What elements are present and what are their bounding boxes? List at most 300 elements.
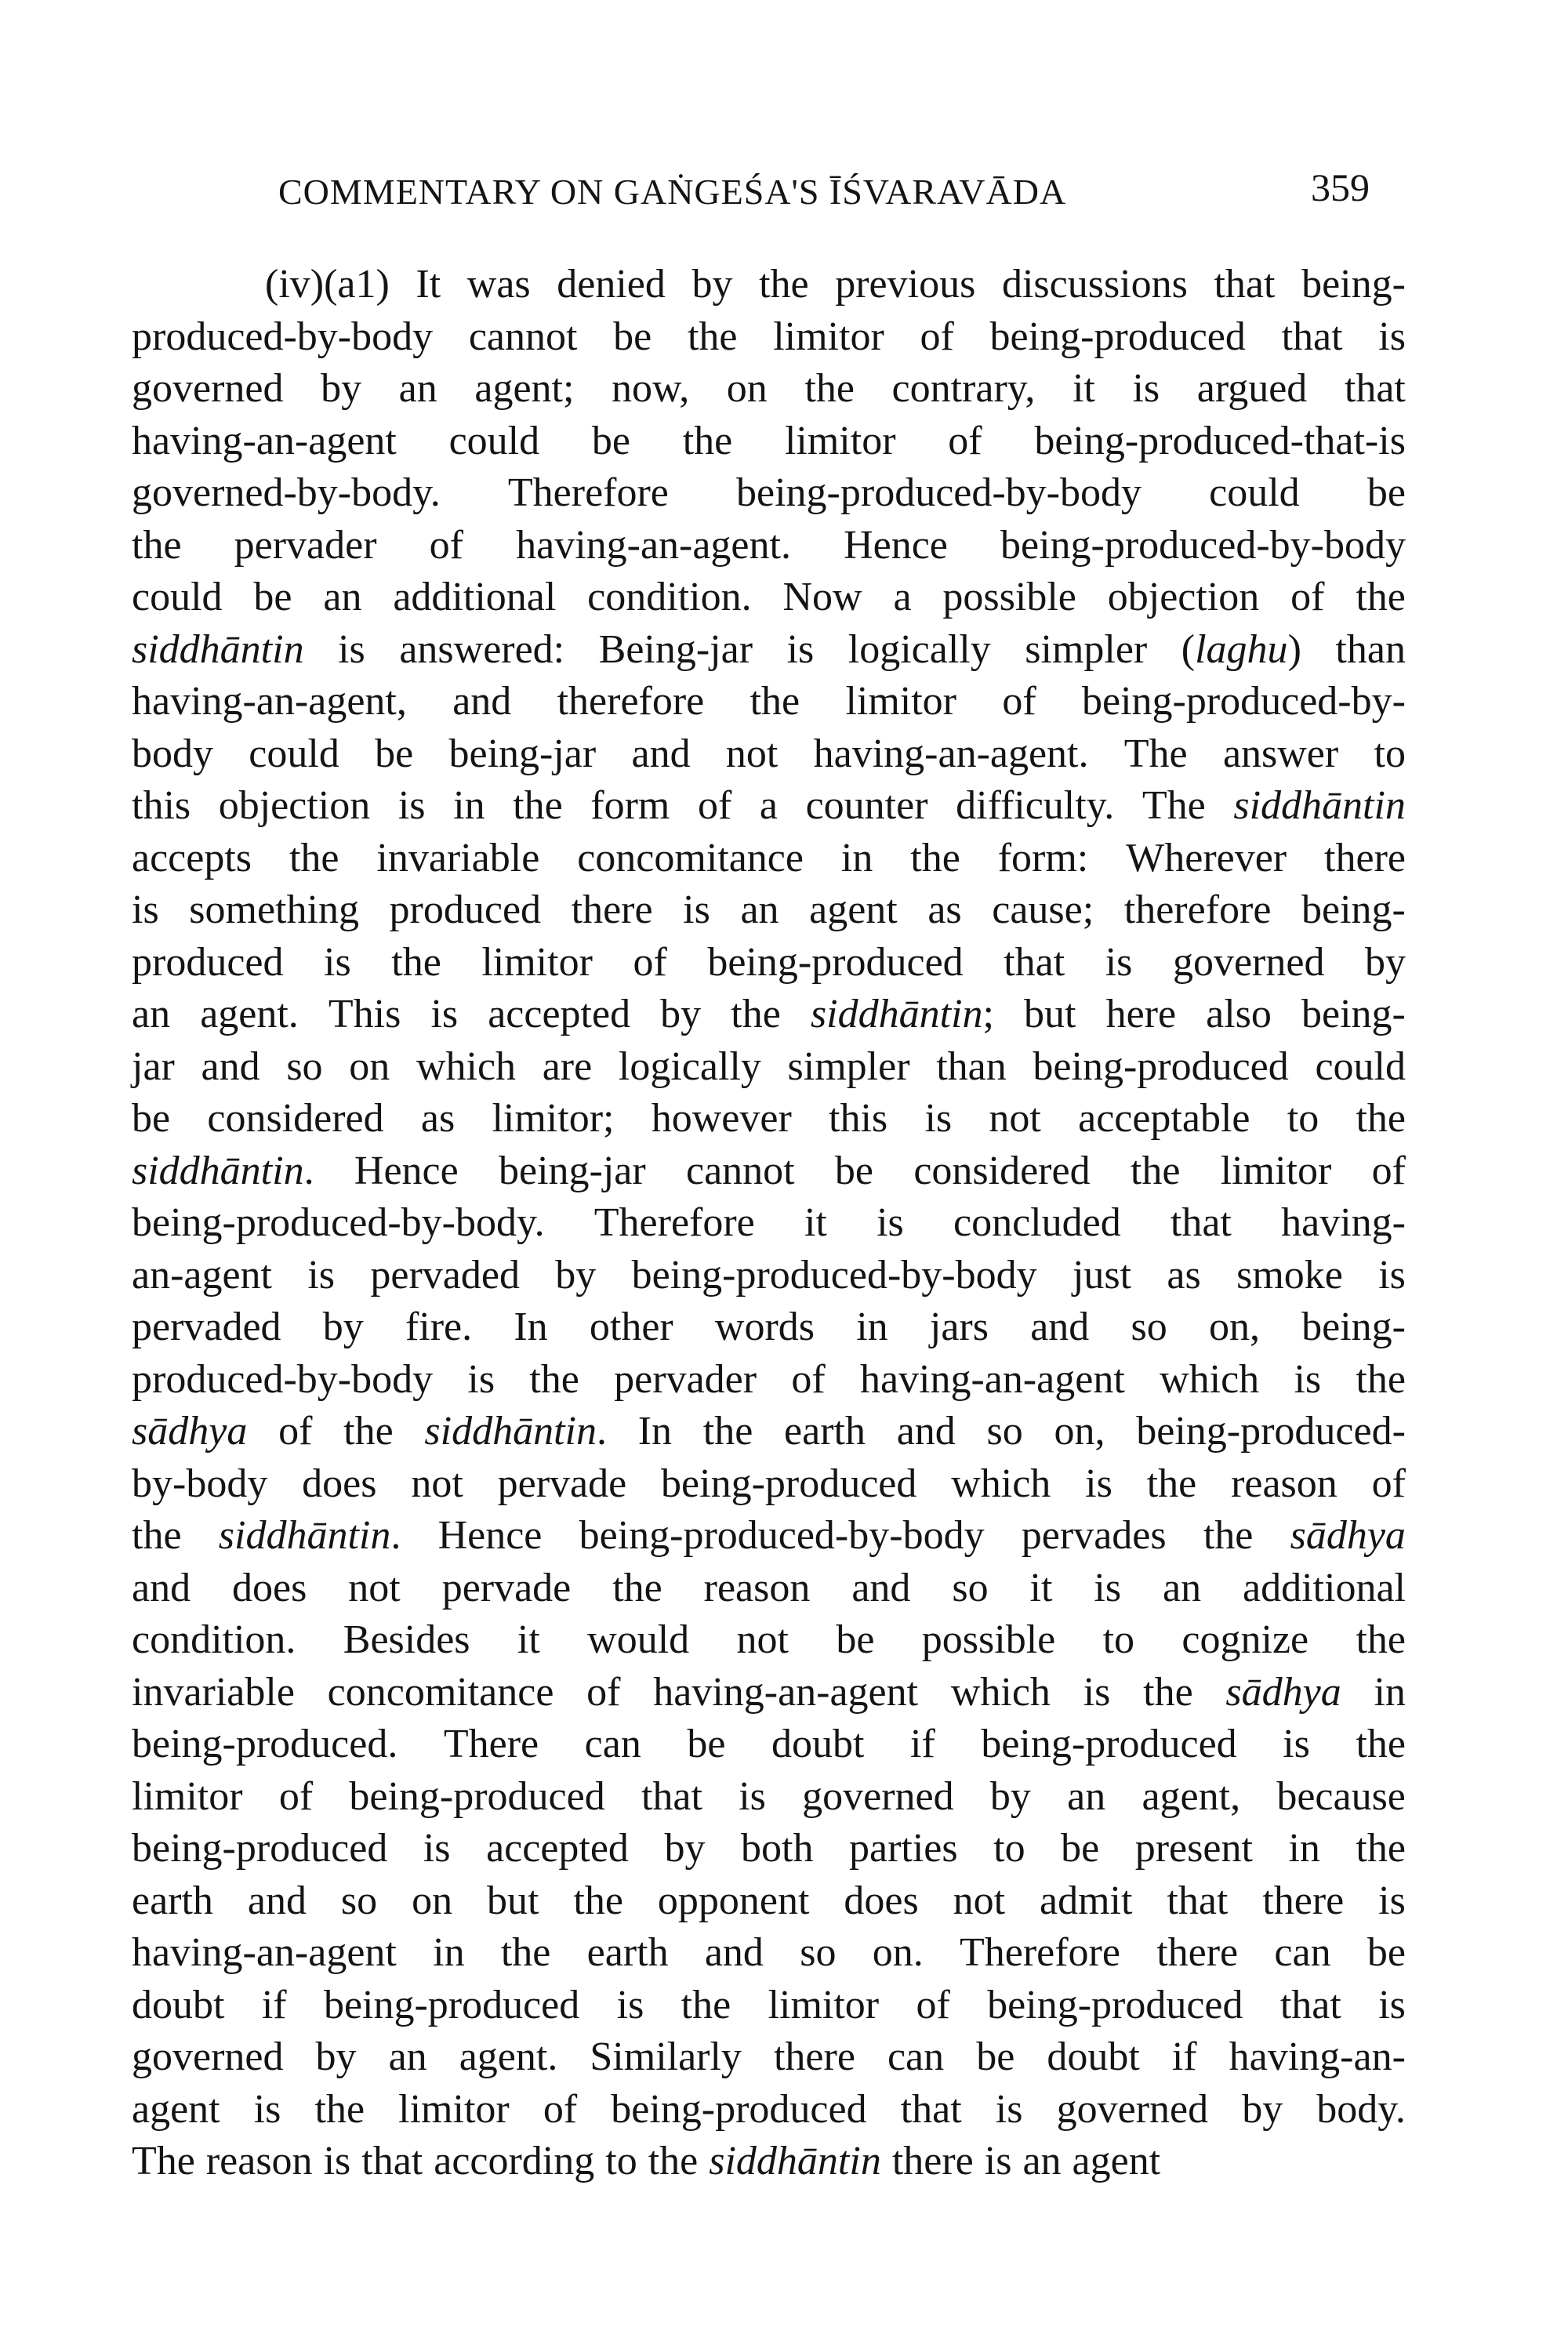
word [709,2136,881,2188]
text-line [132,1563,1406,1615]
text-run: pervader [234,522,377,568]
text-run: so [286,1044,323,1089]
italic-term: siddhāntin [132,1148,304,1193]
text-run: so [986,1409,1023,1454]
word [338,624,365,677]
text-run: being-jar [499,1148,646,1193]
word [948,416,982,468]
text-run: on [412,1878,453,1923]
word [132,1250,272,1302]
text-run: to [1102,1617,1135,1662]
text-run: and [631,731,691,776]
text-run: the [1356,1722,1406,1766]
word [391,937,441,989]
word [1335,624,1406,677]
text-run: agent [809,887,898,932]
word [412,1875,452,1928]
word [849,1823,958,1875]
text-run: be [1367,470,1406,515]
word [132,676,407,728]
text-run: that [641,1773,702,1819]
text-run: condition. [587,575,752,619]
text-run: in [433,1930,465,1975]
word [736,467,1142,520]
text-run: in [1374,1669,1406,1715]
word [459,2031,558,2084]
word [132,1875,213,1928]
word [1126,833,1287,885]
text-line [132,311,1406,364]
word [1181,1614,1308,1667]
word [132,2084,220,2136]
word [658,1875,810,1928]
text-run: form [590,783,670,828]
text-run: doubt [1047,2034,1140,2079]
word [348,1563,400,1615]
word [811,989,994,1041]
italic-term: laghu [1195,626,1288,672]
word [681,1980,731,2032]
text-run: therefore [557,679,705,724]
text-run: in [1288,1826,1320,1871]
text-run: denied [557,262,666,307]
word [1167,1875,1228,1928]
text-run: having-an- [1229,2034,1406,2079]
word [132,1510,182,1563]
word [316,2031,357,2084]
word [956,780,1114,833]
word [514,1301,547,1354]
text-run: pervade [497,1461,627,1506]
text-run: limitor [398,2086,510,2132]
word [804,1197,827,1250]
text-run: produced-by-body [132,1356,434,1402]
word [1356,1354,1406,1406]
word [132,1614,296,1667]
text-run: being-produced- [1136,1409,1406,1454]
word [434,2136,594,2188]
word [893,572,911,624]
text-run: being-produced-that-is [1034,418,1406,463]
text-run: pervaded [370,1252,520,1298]
text-run: condition. [132,1617,296,1662]
word [750,676,800,728]
text-line [132,884,1406,937]
text-run: the [910,835,960,880]
word [976,2031,1014,2084]
word [1172,2031,1197,2084]
text-run: not [411,1461,463,1506]
text-run: by [315,2034,357,2079]
word [788,1041,910,1094]
text-run: of [920,314,954,359]
text-run: also [1206,992,1272,1036]
word [1197,363,1308,416]
word [660,989,701,1041]
text-run: agent; [474,366,575,411]
text-run: having-an-agent [132,1930,397,1975]
text-run: the [1356,1617,1406,1662]
text-run: by [321,366,362,411]
text-run: doubt [132,1982,225,2027]
text-run: is [683,887,710,932]
word [661,1458,916,1511]
word [590,780,670,833]
word [1167,1250,1200,1302]
word [1374,1667,1405,1719]
word [1378,1250,1406,1302]
text-line [132,2031,1406,2084]
italic-term: sādhya [1290,1513,1406,1558]
word [633,937,666,989]
word [1233,780,1406,833]
text-run: on, [1054,1409,1105,1454]
text-line [132,676,1406,728]
word [1276,1771,1406,1824]
text-run: being- [1301,262,1406,307]
text-run: be [613,314,652,359]
text-run: cognize [1181,1617,1309,1662]
text-line [132,363,1406,416]
word [1242,2084,1283,2136]
word [200,989,299,1041]
word [1290,572,1324,624]
word [430,989,458,1041]
word [132,363,283,416]
text-run: and [132,1565,191,1610]
text-run: is [253,2086,281,2132]
body-paragraph [132,259,1406,2188]
text-run: having-an-agent, [132,679,407,724]
word [845,676,956,728]
text-run: smoke [1236,1252,1343,1298]
text-run: there [571,887,653,932]
text-line [132,728,1406,781]
word [132,1719,397,1771]
word [1356,1719,1406,1771]
text-run: the [1146,1461,1197,1506]
text-run: produced [389,887,542,932]
text-run: by [989,1773,1031,1819]
text-run: pervaded [132,1305,281,1349]
text-line [132,2136,1406,2188]
word [715,1301,815,1354]
word [927,884,961,937]
word [613,311,652,364]
word [920,311,954,364]
word [207,1093,383,1145]
word [467,259,531,311]
text-run: the [513,783,563,828]
word [707,937,963,989]
word [1030,1301,1089,1354]
text-line [132,1927,1406,1980]
text-run: could [1209,470,1300,515]
text-run: previous [835,262,976,307]
text-line [132,1667,1406,1719]
word [1000,520,1406,572]
text-run: therefore [1123,887,1272,932]
word [411,1458,463,1511]
word [219,1510,401,1563]
text-run: In [637,1409,673,1454]
word [1203,1510,1254,1563]
word [1372,1145,1406,1198]
word [132,1301,281,1354]
word [354,1145,459,1198]
text-run: that [1281,314,1343,359]
text-line [132,416,1406,468]
italic-term: siddhāntin [424,1409,597,1454]
text-run: is [1378,1982,1406,2027]
text-run: by [322,1305,364,1349]
word [664,1823,705,1875]
text-run: being-produced [349,1773,605,1819]
italic-term: siddhāntin [709,2139,881,2183]
word [390,884,541,937]
text-line [132,624,1406,677]
text-run: the [687,314,738,359]
word [1073,363,1095,416]
text-run: additional [1243,1565,1406,1610]
word [698,780,731,833]
text-run: logically [848,626,991,672]
text-run: being-produced [987,1982,1243,2027]
word [901,2084,962,2136]
word [416,259,441,311]
text-run: agent. [459,2034,558,2079]
text-run: pervades [1021,1513,1167,1558]
text-run: limitor [845,679,956,724]
word [592,416,630,468]
word [249,728,339,781]
text-line [132,937,1406,989]
word [586,1667,620,1719]
text-run: by [1365,939,1406,985]
word [1315,1041,1406,1094]
word [998,833,1089,885]
text-run: now, [612,366,690,411]
word [1082,676,1406,728]
word [508,467,669,520]
word [829,1093,887,1145]
text-run: being-produced-by-body. [132,1200,545,1245]
word [1301,884,1406,937]
text-run: a [759,783,778,828]
text-run: governed [132,366,284,411]
word [1225,1667,1341,1719]
word [897,1406,956,1458]
word [488,989,630,1041]
text-run: not [736,1617,789,1662]
word [1094,1563,1121,1615]
word [1378,1980,1406,2032]
text-run: there [1324,835,1406,880]
word [1143,1667,1193,1719]
text-run: agent, [1142,1773,1241,1819]
text-run: present [1134,1826,1253,1871]
text-run: an [388,2034,427,2079]
text-run: answered: [399,626,565,672]
text-line [132,467,1406,520]
text-line [132,1614,1406,1667]
text-run: having-an-agent [653,1669,919,1715]
word [687,1719,725,1771]
italic-term: siddhāntin [132,626,304,672]
text-run: which [951,1461,1051,1506]
text-run: the [343,1409,394,1454]
text-run: is [397,783,426,828]
word [759,259,809,311]
word [612,1563,662,1615]
text-run: an [323,575,362,619]
word [590,1301,673,1354]
text-run: parties [848,1826,958,1871]
word [517,1614,540,1667]
word [856,1301,887,1354]
word [1136,1406,1406,1458]
text-run: being- [1301,887,1406,932]
word [605,2136,637,2188]
text-run: in [840,835,873,880]
word [1142,1771,1240,1824]
text-run: of [1371,1461,1406,1506]
word [324,937,351,989]
word [1131,1301,1167,1354]
text-run: so [800,1930,837,1975]
text-run: so [952,1565,989,1610]
text-run: are [542,1044,593,1089]
word [1103,1614,1134,1667]
text-run: of [948,418,982,463]
text-run: is [423,1826,451,1871]
word [265,259,390,311]
word [1054,1406,1105,1458]
word [254,2084,281,2136]
text-run: not [953,1878,1006,1923]
text-run: could [448,418,540,463]
text-run: by-body [132,1461,268,1506]
text-line [132,1041,1406,1094]
word [416,1041,516,1094]
word [800,1927,836,1980]
word [1083,1667,1111,1719]
word [1209,1301,1260,1354]
word [1281,1197,1406,1250]
text-run: limitor [1220,1148,1332,1193]
word [804,363,855,416]
word [132,1458,267,1511]
word [1262,1875,1344,1928]
word [262,1980,287,2032]
word [572,884,653,937]
word [1378,1875,1406,1928]
text-run: governed [1172,939,1325,985]
text-run: the [132,522,182,568]
text-run: it [517,1617,540,1662]
word [1294,1354,1321,1406]
text-run: The [132,2139,195,2183]
word [132,1093,170,1145]
word [1002,676,1036,728]
word [922,1614,1055,1667]
text-run: is [1378,1252,1406,1298]
text-run: on [726,366,768,411]
word [1142,780,1206,833]
text-run: the [289,835,339,880]
word [652,1093,792,1145]
text-run: There [443,1722,539,1766]
word [555,1250,596,1302]
text-run: having-an-agent. [516,522,791,568]
word [307,1250,335,1302]
text-run: something [189,887,359,932]
word [1345,363,1406,416]
word [705,1927,764,1980]
word [453,780,485,833]
word [727,363,768,416]
running-head-title: COMMENTARY ON GAṄGEŚA'S ĪŚVARAVĀDA [278,172,1067,212]
text-run: that [1167,1878,1229,1923]
text-run: be [834,1148,874,1193]
text-run: by [660,992,702,1036]
word [985,2136,1012,2188]
text-run: contrary, [891,366,1036,411]
text-run: Therefore [507,470,669,515]
word [992,884,1094,937]
text-run: being-produced-by- [1081,679,1406,724]
text-run: there [891,2139,974,2183]
text-run: is [1094,1565,1122,1610]
text-run: an [398,366,437,411]
text-line [132,520,1406,572]
text-run: is [984,2139,1012,2183]
text-run: that [1344,366,1406,411]
word [324,1980,579,2032]
word [424,1406,607,1458]
text-run: being-produced [132,1826,388,1871]
text-run: considered [913,1148,1091,1193]
word [399,363,437,416]
text-run: is [877,1200,904,1245]
text-run: earth [784,1409,866,1454]
text-run: the [1143,1669,1193,1715]
word [1163,1563,1201,1615]
text-run: here [1105,992,1177,1036]
word [1004,937,1065,989]
word [1156,1927,1238,1980]
text-run: if [1171,2034,1197,2079]
word [132,1354,433,1406]
word [315,2084,365,2136]
text-run: agent [132,2086,220,2132]
text-run: the [682,418,733,463]
word [1173,937,1324,989]
word [398,780,426,833]
word [328,989,401,1041]
word [599,624,753,677]
word [782,572,862,624]
word [543,1041,592,1094]
text-run: having- [1281,1200,1406,1245]
text-line [132,1406,1406,1458]
text-run: the [132,1513,182,1558]
word [987,1406,1023,1458]
text-run: as [927,887,962,932]
word [1135,1823,1253,1875]
text-run: being-produced [1033,1044,1289,1089]
word [841,833,873,885]
